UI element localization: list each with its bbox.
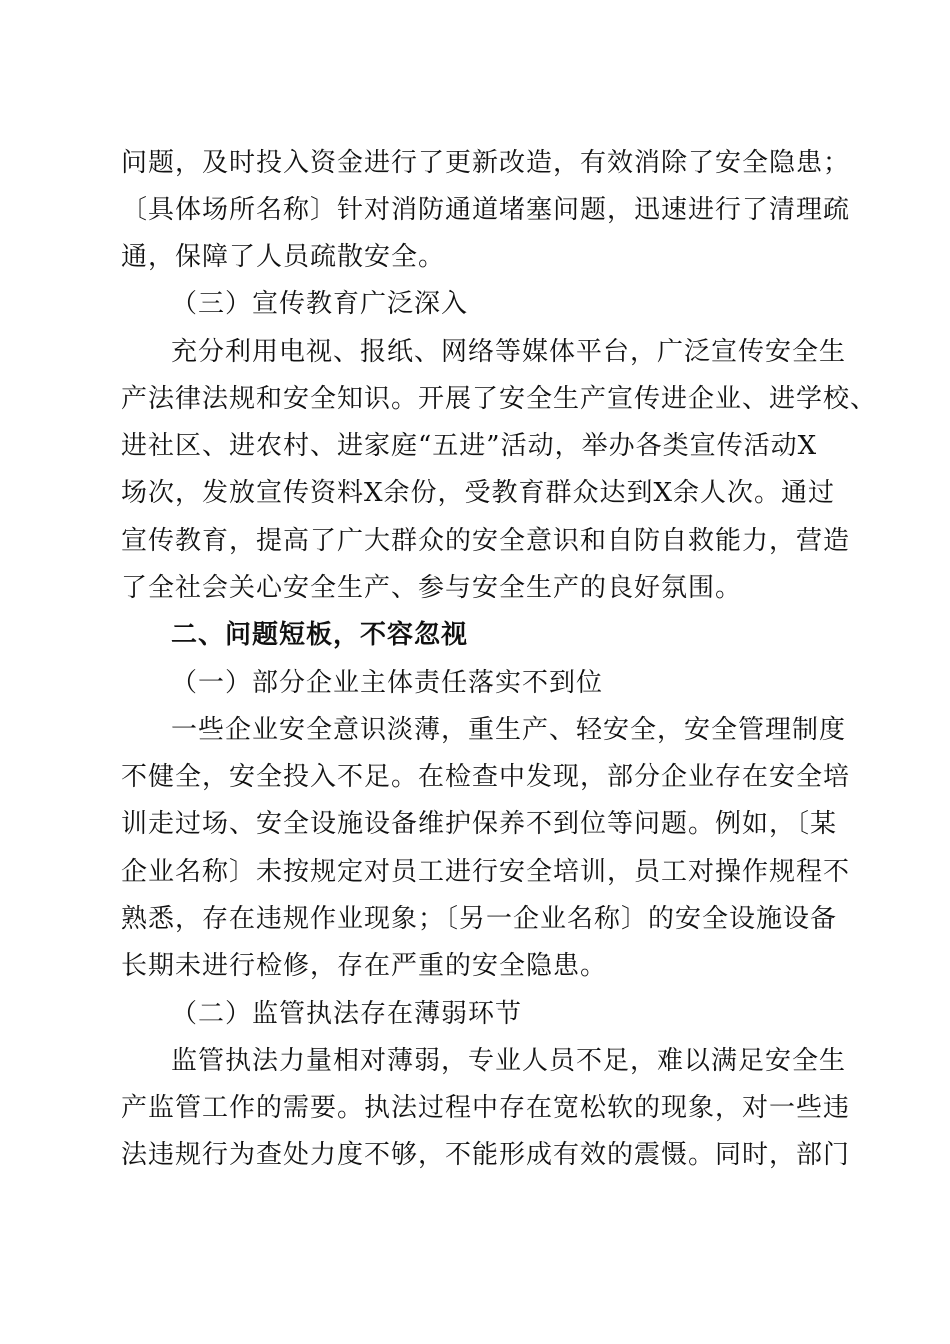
chapter-heading: 二、问题短板，不容忽视: [171, 620, 469, 650]
body-line: 宣传教育，提高了广大群众的安全意识和自防自救能力，营造: [121, 526, 851, 556]
body-line: 了全社会关心安全生产、参与安全生产的良好氛围。: [121, 573, 743, 603]
paragraph-first-line: 充分利用电视、报纸、网络等媒体平台，广泛宣传安全生: [171, 337, 847, 367]
section-heading-3: （三）宣传教育广泛深入: [171, 289, 469, 319]
body-line: 进社区、进农村、进家庭“五进”活动，举办各类宣传活动X: [121, 431, 818, 461]
body-line: 企业名称〕未按规定对员工进行安全培训，员工对操作规程不: [121, 857, 851, 887]
body-line: 〔具体场所名称〕针对消防通道堵塞问题，迅速进行了清理疏: [121, 195, 851, 225]
body-line: 熟悉，存在违规作业现象；〔另一企业名称〕的安全设施设备: [121, 904, 838, 934]
body-line: 通，保障了人员疏散安全。: [121, 242, 446, 272]
body-line: 长期未进行检修，存在严重的安全隐患。: [121, 951, 608, 981]
paragraph-first-line: 监管执法力量相对薄弱，专业人员不足，难以满足安全生: [171, 1046, 847, 1076]
body-line: 训走过场、安全设施设备维护保养不到位等问题。例如，〔某: [121, 809, 838, 839]
body-line: 产法律法规和安全知识。开展了安全生产宣传进企业、进学校、: [121, 384, 878, 414]
body-line: 产监管工作的需要。执法过程中存在宽松软的现象，对一些违: [121, 1093, 851, 1123]
body-line: 问题，及时投入资金进行了更新改造，有效消除了安全隐患；: [121, 148, 851, 178]
body-line: 法违规行为查处力度不够，不能形成有效的震慑。同时，部门: [121, 1140, 851, 1170]
body-line: 不健全，安全投入不足。在检查中发现，部分企业存在安全培: [121, 762, 851, 792]
section-heading-2: （二）监管执法存在薄弱环节: [171, 999, 523, 1029]
section-heading-1: （一）部分企业主体责任落实不到位: [171, 668, 604, 698]
paragraph-first-line: 一些企业安全意识淡薄，重生产、轻安全，安全管理制度: [171, 715, 847, 745]
body-line: 场次，发放宣传资料X余份，受教育群众达到X余人次。通过: [121, 478, 836, 508]
